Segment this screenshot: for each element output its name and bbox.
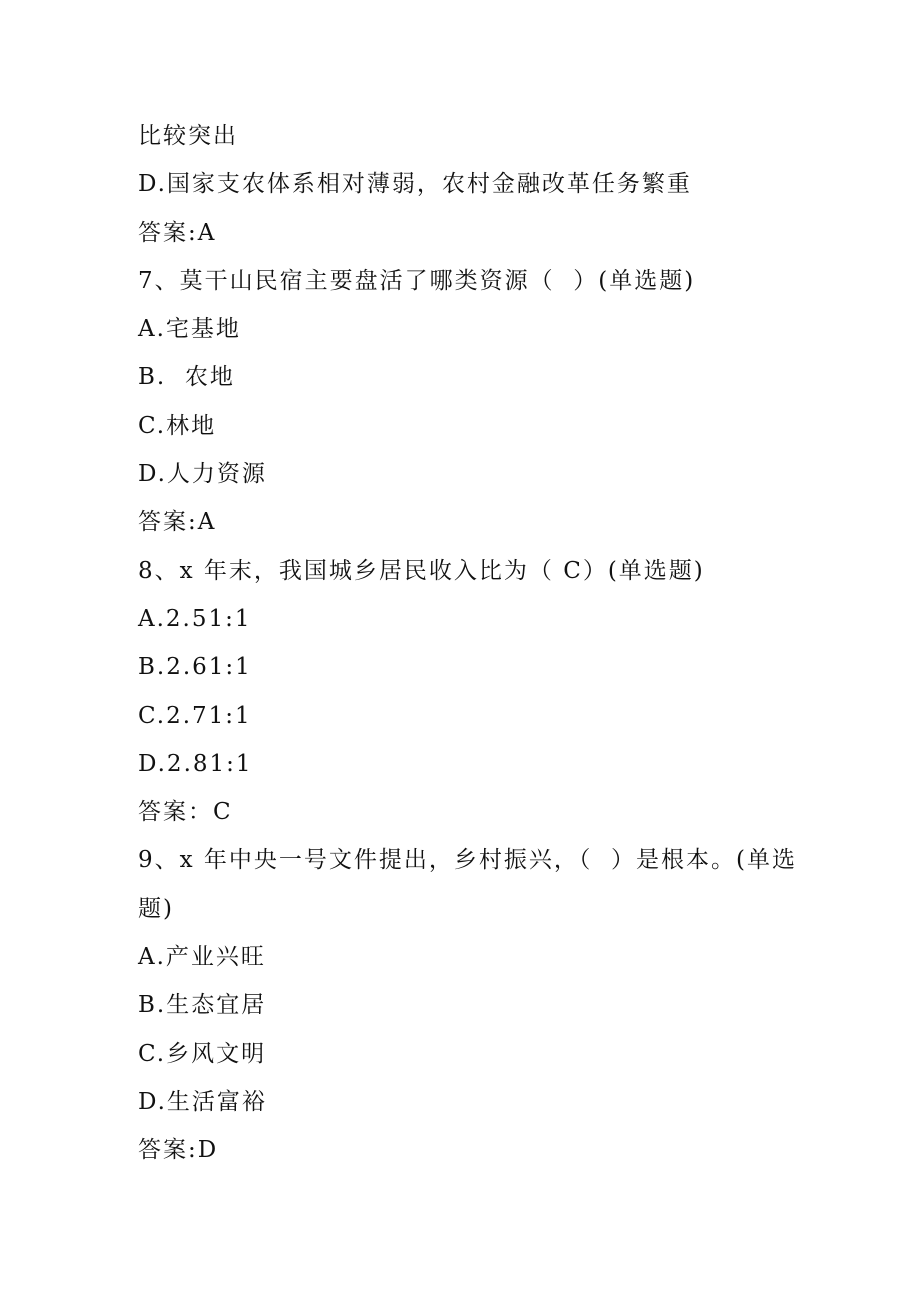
question-9-continued: 题) (138, 895, 174, 922)
option-c: C.林地 (138, 412, 217, 439)
option-d: D.生活富裕 (138, 1088, 267, 1115)
option-c: C.2.71:1 (138, 702, 252, 729)
option-a: A.宅基地 (138, 316, 241, 343)
option-b: B.2.61:1 (138, 654, 252, 681)
question-9: 9、x 年中央一号文件提出，乡村振兴，（ ）是根本。(单选 (138, 847, 798, 874)
text-line: 比较突出 (138, 123, 238, 149)
document-page (138, 112, 798, 1175)
question-8: 8、x 年末，我国城乡居民收入比为（ C）(单选题) (138, 557, 705, 584)
option-d: D.国家支农体系相对薄弱，农村金融改革任务繁重 (138, 171, 692, 198)
option-b: B.生态宜居 (138, 992, 267, 1019)
answer-line: 答案:A (138, 509, 217, 536)
option-b: B. 农地 (138, 364, 235, 391)
question-7: 7、莫干山民宿主要盘活了哪类资源（ ）(单选题) (138, 267, 696, 294)
option-c: C.乡风文明 (138, 1040, 267, 1067)
answer-line: 答案:D (138, 1137, 219, 1164)
answer-line: 答案:A (138, 219, 217, 246)
option-d: D.2.81:1 (138, 750, 253, 777)
option-d: D.人力资源 (138, 461, 267, 488)
answer-line: 答案：C (138, 799, 233, 826)
option-a: A.产业兴旺 (138, 944, 266, 971)
option-a: A.2.51:1 (138, 605, 252, 632)
